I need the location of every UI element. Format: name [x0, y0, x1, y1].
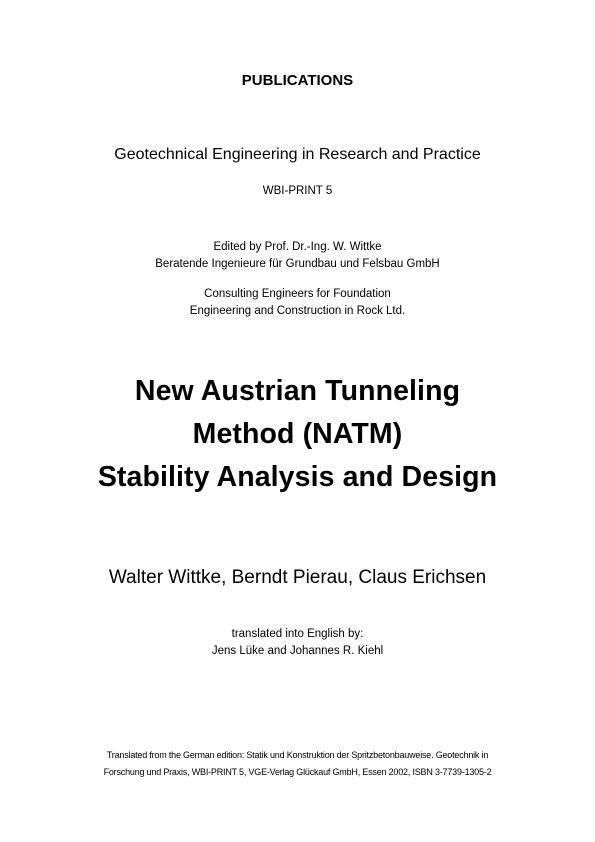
series-number: WBI-PRINT 5 [262, 185, 333, 197]
translation-credit: translated into English by: [231, 628, 364, 640]
book-title-line: Method (NATM) [192, 418, 403, 450]
editor-line: Edited by Prof. Dr.-Ing. W. Wittke [213, 241, 382, 253]
book-title-line: Stability Analysis and Design [97, 461, 498, 493]
book-title-line: New Austrian Tunneling [134, 375, 461, 407]
source-note-line: Translated from the German edition: Statik und Konstruktion der Spritzbetonbauweise. Geotechnik in [106, 750, 489, 760]
editor-line: Engineering and Construction in Rock Ltd. [189, 305, 406, 317]
authors: Walter Wittke, Berndt Pierau, Claus Erichsen [108, 567, 487, 588]
translators: Jens Lüke and Johannes R. Kiehl [211, 645, 384, 657]
editor-line: Beratende Ingenieure für Grundbau und Felsbau GmbH [155, 258, 440, 270]
editor-line: Consulting Engineers for Foundation [204, 288, 391, 300]
publications-heading: PUBLICATIONS [241, 72, 354, 89]
source-note-line: Forschung und Praxis, WBI-PRINT 5, VGE-Verlag Glückauf GmbH, Essen 2002, ISBN 3-7739-1305-2 [103, 767, 492, 777]
series-title: Geotechnical Engineering in Research and Practice [114, 146, 481, 163]
